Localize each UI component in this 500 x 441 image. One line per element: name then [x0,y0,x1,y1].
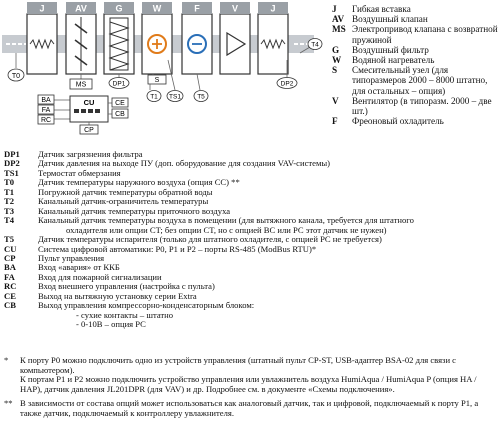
sensor-label-dp2: DP2 [280,80,294,88]
legend-row [332,116,498,126]
glossary-code: BA [4,262,16,273]
unit-label-av: AV [75,3,87,14]
legend-code: G [332,44,340,55]
legend-code: W [332,55,342,66]
sensor-label-dp1: DP1 [112,80,126,88]
legend-row [332,45,498,55]
footnote [4,399,498,418]
legend-row [332,65,498,96]
glossary-code: T5 [4,234,15,245]
legend-text: Электропривод клапана с возвратной пружиной [352,24,498,45]
footnote [4,356,498,394]
sensor-label-t0: T0 [11,73,21,80]
legend-text: Водяной нагреватель [352,55,435,66]
actuator-label-ms: MS [75,81,87,89]
legend-text: Воздушный фильтр [352,44,429,55]
glossary-text: Датчик температуры испарителя (только для штатного охладителя, с опцией PC не требуется) [38,234,382,245]
glossary-text: Вход «авария» от ККБ [38,262,120,273]
legend-row [332,24,498,44]
legend-text: Вентилятор (в типоразм. 2000 – две шт.) [352,95,492,117]
glossary-text: Канальный датчик температуры воздуха в помещении (для вытяжного канала, требуется для штатного [38,215,414,226]
glossary-code: DP1 [4,149,20,159]
glossary-code: T1 [4,186,15,197]
glossary-text: Пульт управления [38,252,105,263]
glossary-text: охладителя или опции CT; без опции CT, но с опцией BC или PC этот датчик не нужен) [66,224,387,235]
glossary-text: Погружной датчик температуры обратной воды [38,186,213,197]
cu-port-icon [95,109,100,113]
legend-text: Воздушный клапан [352,14,428,25]
legend-row [332,55,498,65]
sensor-label-t5: T5 [197,93,205,101]
legend-code: S [332,65,338,76]
glossary-text: - 0-10В – опция PC [76,319,146,330]
component-legend [332,4,498,126]
legend-code: AV [332,14,345,25]
sensor-glossary [4,150,498,330]
legend-text: Фреоновый охладитель [352,116,444,127]
control-label-fa: FA [41,107,51,114]
glossary-row [4,320,498,329]
glossary-text: Выход управления компрессорно-конденсаторным блоком: [38,300,255,311]
unit-diagram [0,0,330,140]
cu-port-icon [88,109,93,113]
footnote-line: К портам P1 и P2 можно подключить устройство управления или увлажнитель воздуха HumiAqua / HumiAqua P (опция HA / HAP), датчик давления JL201DPR (для VAV) и др. Подробнее см. в документе «Схемы подключения». [20,374,477,394]
glossary-text: Система цифровой автоматики: P0, P1 и P2 – порты RS-485 (ModBus RTU)* [38,243,317,254]
glossary-code: DP2 [4,158,20,169]
glossary-text: Канальный датчик температуры приточного воздуха [38,205,231,216]
glossary-code: TS1 [4,167,19,178]
unit-label-w: W [152,3,162,14]
footnote-mark: * [4,355,9,365]
unit-label-j2: J [270,3,276,14]
glossary-text: Вход внешнего управления (настройка с пульта) [38,281,215,292]
control-label-cb: CB [115,111,125,118]
glossary-code: CU [4,243,17,254]
unit-housing-g [104,14,134,74]
control-label-rc: RC [40,117,52,124]
legend-text: Гибкая вставка [352,4,411,14]
glossary-code: T2 [4,196,15,207]
glossary-text: - сухие контакты – штатно [76,309,174,320]
control-label-cp: CP [84,127,94,134]
unit-label-f: F [194,3,200,14]
legend-row [332,4,498,14]
glossary-text: Датчик давления на выходе ПУ (доп. оборудование для создания VAV-системы) [38,158,331,169]
unit-housing-j2 [258,14,288,74]
unit-housing-j1 [27,14,57,74]
glossary-code: T0 [4,177,15,188]
control-label-ba: BA [41,97,51,104]
glossary-code: CP [4,252,16,263]
glossary-text: Термостат обмерзания [38,167,121,178]
glossary-code: RC [4,281,17,292]
control-label-ce: CE [115,100,125,107]
sensor-label-t4: T4 [311,41,319,49]
glossary-text: Датчик загрязнения фильтра [38,149,143,159]
unit-label-v: V [231,3,239,14]
glossary-code: CB [4,300,16,311]
footnote-line: К порту P0 можно подключить одно из устройств управления (штатный пульт CP-ST, USB-адаптер BSA-02 для связи с компьютером). [20,355,457,375]
footnotes [4,356,498,424]
footnote-line: В зависимости от состава опций может использоваться как аналоговый датчик, так и цифровой, подключаемый к порту P1, а также датчик, подключаемый к контроллеру увлажнителя. [20,398,479,418]
legend-code: V [332,95,339,106]
glossary-text: Выход на вытяжную установку серии Extra [38,290,197,301]
glossary-code: T4 [4,215,15,226]
legend-row [332,14,498,24]
glossary-text: Вход для пожарной сигнализации [38,271,162,282]
cu-port-icon [81,109,86,113]
legend-code: J [332,4,337,14]
cu-port-icon [74,109,79,113]
glossary-code: FA [4,271,15,282]
mixing-label-s: S [154,77,160,84]
unit-label-g: G [115,3,123,14]
sensor-label-ts1: TS1 [169,93,181,101]
unit-label-j1: J [39,3,45,14]
legend-text: Смесительный узел (для типоразмеров 2000 – 8000 штатно, для остальных – опция) [352,65,488,96]
control-label-cu: CU [83,98,95,107]
legend-code: F [332,116,338,127]
sensor-label-t1: T1 [150,93,158,101]
glossary-text: Канальный датчик-ограничитель температуры [38,196,209,207]
glossary-code: T3 [4,205,15,216]
footnote-mark: ** [4,398,13,409]
legend-code: MS [332,24,346,35]
glossary-text: Датчик температуры наружного воздуха (опция CC) ** [38,177,240,188]
glossary-code: CE [4,290,16,301]
legend-row [332,96,498,116]
